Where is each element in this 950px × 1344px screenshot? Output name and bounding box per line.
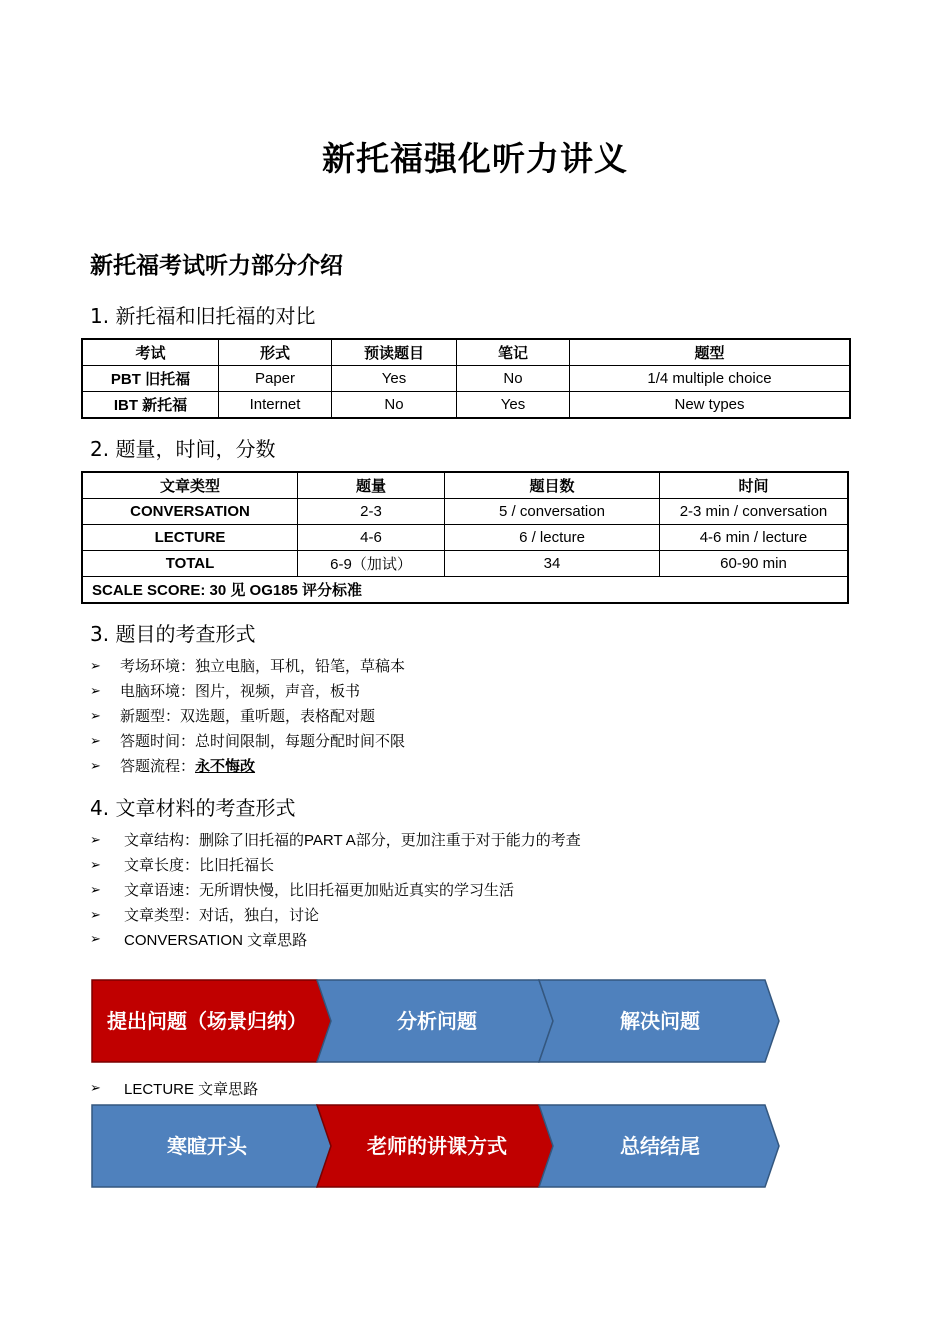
table-header-row <box>82 472 848 499</box>
page-title: 新托福强化听力讲义 <box>322 139 628 178</box>
flow-step-label: 老师的讲课方式 <box>367 1134 507 1158</box>
header-cell: 笔记 <box>457 339 570 366</box>
list-item <box>90 853 581 878</box>
list-item <box>90 654 405 679</box>
list-item-text: 答题时间：总时间限制，每题分配时间不限 <box>120 732 406 750</box>
header-cell: 题型 <box>570 339 851 366</box>
table-row <box>82 392 850 419</box>
header-cell: 题量 <box>298 472 445 499</box>
list-item-text: 文章语速：无所谓快慢，比旧托福更加贴近真实的学习生活 <box>124 881 515 899</box>
header-cell: 时间 <box>660 472 849 499</box>
arrow-bullet-icon: ➢ <box>90 858 101 873</box>
table-footer-row <box>82 577 848 604</box>
header-cell: 预读题目 <box>332 339 457 366</box>
table-cell: 5 / conversation <box>445 499 660 525</box>
list-item <box>90 704 405 729</box>
flow-step-label: 解决问题 <box>620 1009 700 1033</box>
arrow-bullet-icon: ➢ <box>90 734 101 749</box>
list-item <box>90 729 405 754</box>
table-cell: New types <box>570 392 851 419</box>
comparison-table <box>81 338 851 419</box>
table-cell: CONVERSATION <box>82 499 298 525</box>
table-cell: 2-3 <box>298 499 445 525</box>
table-cell: Internet <box>219 392 332 419</box>
table-cell: IBT 新托福 <box>82 392 219 419</box>
table-cell: LECTURE <box>82 525 298 551</box>
s2-heading: 2. 题量，时间，分数 <box>90 437 276 461</box>
table-cell: 4-6 min / lecture <box>660 525 849 551</box>
table-row <box>82 551 848 577</box>
list-item <box>90 828 581 853</box>
table-cell: No <box>332 392 457 419</box>
list-item-text: 电脑环境：图片，视频，声音，板书 <box>120 682 361 700</box>
arrow-bullet-icon: ➢ <box>90 659 101 674</box>
header-cell: 文章类型 <box>82 472 298 499</box>
lecture-label: LECTURE 文章思路 <box>124 1081 259 1098</box>
table-row <box>82 499 848 525</box>
list-item-text: 新题型：双选题，重听题，表格配对题 <box>120 707 376 725</box>
table-cell: 4-6 <box>298 525 445 551</box>
table-row <box>82 366 850 392</box>
header-cell: 形式 <box>219 339 332 366</box>
flow-step-label: 总结结尾 <box>620 1134 700 1158</box>
s3-heading: 3. 题目的考查形式 <box>90 622 256 646</box>
table-cell: 2-3 min / conversation <box>660 499 849 525</box>
list-item <box>90 903 581 928</box>
quantity-table <box>81 471 849 604</box>
table-row <box>82 525 848 551</box>
table-cell: PBT 旧托福 <box>82 366 219 392</box>
conversation-label-row <box>90 929 307 950</box>
table-cell: 1/4 multiple choice <box>570 366 851 392</box>
arrow-bullet-icon: ➢ <box>90 684 101 699</box>
header-cell: 题目数 <box>445 472 660 499</box>
table-header-row <box>82 339 850 366</box>
arrow-bullet-icon: ➢ <box>90 883 101 898</box>
header-cell: 考试 <box>82 339 219 366</box>
conversation-flow-diagram <box>90 978 782 1064</box>
s1-heading: 1. 新托福和旧托福的对比 <box>90 304 316 328</box>
table-cell: TOTAL <box>82 551 298 577</box>
flow-step-label: 寒暄开头 <box>167 1134 247 1158</box>
list-item-text: 考场环境：独立电脑，耳机，铅笔，草稿本 <box>120 657 406 675</box>
arrow-bullet-icon: ➢ <box>90 759 101 774</box>
list-item-text: 部分，更加注重于对于能力的考查 <box>355 831 581 849</box>
emphasis-text: 永不悔改 <box>195 758 256 775</box>
table-cell: 34 <box>445 551 660 577</box>
table-cell: Paper <box>219 366 332 392</box>
table-cell: Yes <box>332 366 457 392</box>
scale-score-cell: SCALE SCORE: 30 见 OG185 评分标准 <box>82 577 848 604</box>
list-item-text: 文章长度：比旧托福长 <box>124 856 275 874</box>
arrow-bullet-icon: ➢ <box>90 1081 101 1096</box>
list-item-text: 文章类型：对话，独白，讨论 <box>124 906 320 924</box>
table-cell: 6-9（加试） <box>298 551 445 577</box>
lecture-flow-diagram <box>90 1103 782 1189</box>
list-item <box>90 878 581 903</box>
table-cell: No <box>457 366 570 392</box>
flow-step-label: 分析问题 <box>397 1009 477 1033</box>
section-heading: 新托福考试听力部分介绍 <box>90 253 343 279</box>
arrow-bullet-icon: ➢ <box>90 932 101 947</box>
table-cell: Yes <box>457 392 570 419</box>
arrow-bullet-icon: ➢ <box>90 709 101 724</box>
list-item-text: 文章结构：删除了旧托福的 <box>124 831 305 849</box>
arrow-bullet-icon: ➢ <box>90 908 101 923</box>
list-item-text: PART A <box>304 832 356 849</box>
s3-list <box>90 654 405 779</box>
table-cell: 60-90 min <box>660 551 849 577</box>
arrow-bullet-icon: ➢ <box>90 833 101 848</box>
s4-list <box>90 828 581 928</box>
list-item <box>90 754 405 779</box>
conversation-label: CONVERSATION 文章思路 <box>124 932 308 949</box>
lecture-label-row <box>90 1078 258 1099</box>
s4-heading: 4. 文章材料的考查形式 <box>90 796 296 820</box>
list-item <box>90 679 405 704</box>
flow-step-label: 提出问题（场景归纳） <box>107 1009 307 1033</box>
list-item-text: 答题流程： <box>120 757 196 775</box>
table-cell: 6 / lecture <box>445 525 660 551</box>
